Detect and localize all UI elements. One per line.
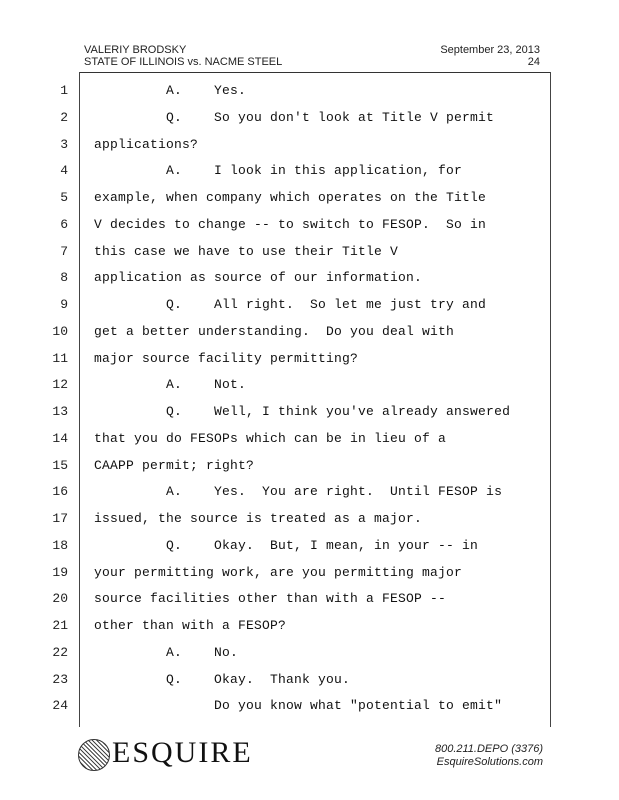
transcript-line — [0, 295, 619, 321]
globe-icon — [78, 739, 110, 771]
transcript-line — [0, 268, 619, 294]
footer-phone: 800.211.DEPO (3376) — [434, 743, 543, 755]
transcript-line — [0, 696, 619, 722]
transcript-line — [0, 563, 619, 589]
transcript-line — [0, 161, 619, 187]
transcript-line — [0, 135, 619, 161]
line-text: Q. All right. So let me just try and — [94, 297, 487, 312]
line-text: other than with a FESOP? — [94, 618, 287, 633]
deposition-date: September 23, 2013 — [440, 44, 540, 56]
line-text: your permitting work, are you permitting major — [94, 564, 463, 580]
line-number: 24 — [52, 698, 68, 714]
line-text: A. Yes. — [94, 83, 247, 98]
line-number: 12 — [52, 377, 68, 393]
footer-contact — [435, 743, 543, 769]
line-text: get a better understanding. Do you deal with — [94, 323, 455, 339]
frame-top-rule — [79, 72, 551, 73]
line-number: 16 — [52, 484, 68, 500]
line-number: 22 — [52, 644, 68, 660]
line-number: 17 — [52, 511, 68, 526]
line-text: Q. Okay. But, I mean, in your -- in — [94, 537, 479, 553]
transcript-line — [0, 670, 619, 696]
line-text: A. Yes. You are right. Until FESOP is — [94, 484, 503, 500]
transcript-line — [0, 242, 619, 268]
line-text: Do you know what "potential to emit" — [94, 698, 503, 714]
header-left — [84, 44, 282, 68]
transcript-line — [0, 509, 619, 535]
line-number: 15 — [52, 457, 68, 473]
transcript-line — [0, 215, 619, 241]
transcript-line — [0, 643, 619, 669]
header-right — [440, 44, 540, 68]
transcript-line — [0, 108, 619, 134]
line-text: source facilities other than with a FESOP -- — [94, 591, 447, 607]
line-number: 5 — [60, 190, 68, 205]
esquire-logo — [78, 736, 253, 773]
line-text: A. I look in this application, for — [94, 163, 463, 179]
line-number: 19 — [52, 564, 68, 580]
line-number: 3 — [60, 136, 68, 152]
transcript-line — [0, 81, 619, 107]
line-number: 9 — [60, 297, 68, 312]
line-text: V decides to change -- to switch to FESOP. So in — [94, 216, 487, 232]
line-text: example, when company which operates on the Title — [94, 190, 487, 205]
footer-website: EsquireSolutions.com — [436, 756, 543, 768]
transcript-line — [0, 375, 619, 401]
line-text: Q. Well, I think you've already answered — [94, 404, 511, 419]
line-text: that you do FESOPs which can be in lieu of a — [94, 430, 447, 446]
line-number: 11 — [52, 350, 68, 366]
line-text: this case we have to use their Title V — [94, 243, 399, 259]
transcript-line — [0, 349, 619, 375]
line-number: 6 — [60, 216, 68, 232]
case-title: STATE OF ILLINOIS vs. NACME STEEL — [84, 56, 283, 68]
transcript-line — [0, 402, 619, 428]
line-number: 20 — [52, 591, 68, 607]
line-number: 18 — [52, 537, 68, 553]
line-text: A. No. — [94, 644, 239, 660]
line-text: major source facility permitting? — [94, 350, 359, 366]
logo-text: ESQUIRE — [112, 736, 253, 769]
line-number: 14 — [52, 430, 68, 446]
line-text: issued, the source is treated as a major. — [94, 511, 423, 526]
line-text: CAAPP permit; right? — [94, 457, 255, 473]
line-number: 4 — [60, 163, 68, 179]
transcript-line — [0, 429, 619, 455]
line-number: 13 — [52, 404, 68, 419]
transcript-line — [0, 536, 619, 562]
transcript-line — [0, 482, 619, 508]
transcript-line — [0, 616, 619, 642]
line-text: A. Not. — [94, 377, 247, 393]
line-number: 7 — [60, 243, 68, 259]
line-text: application as source of our information. — [94, 270, 423, 286]
transcript-line — [0, 456, 619, 482]
line-text: Q. So you don't look at Title V permit — [94, 109, 495, 125]
line-number: 21 — [52, 618, 68, 633]
page-number: 24 — [527, 56, 540, 68]
line-number: 10 — [52, 323, 68, 339]
transcript-line — [0, 589, 619, 615]
witness-name: VALERIY BRODSKY — [84, 44, 187, 56]
transcript-line — [0, 322, 619, 348]
line-text: Q. Okay. Thank you. — [94, 671, 351, 687]
line-number: 8 — [60, 270, 68, 286]
transcript-line — [0, 188, 619, 214]
line-number: 1 — [60, 83, 68, 98]
line-number: 23 — [52, 671, 68, 687]
line-number: 2 — [60, 109, 68, 125]
line-text: applications? — [94, 136, 199, 152]
